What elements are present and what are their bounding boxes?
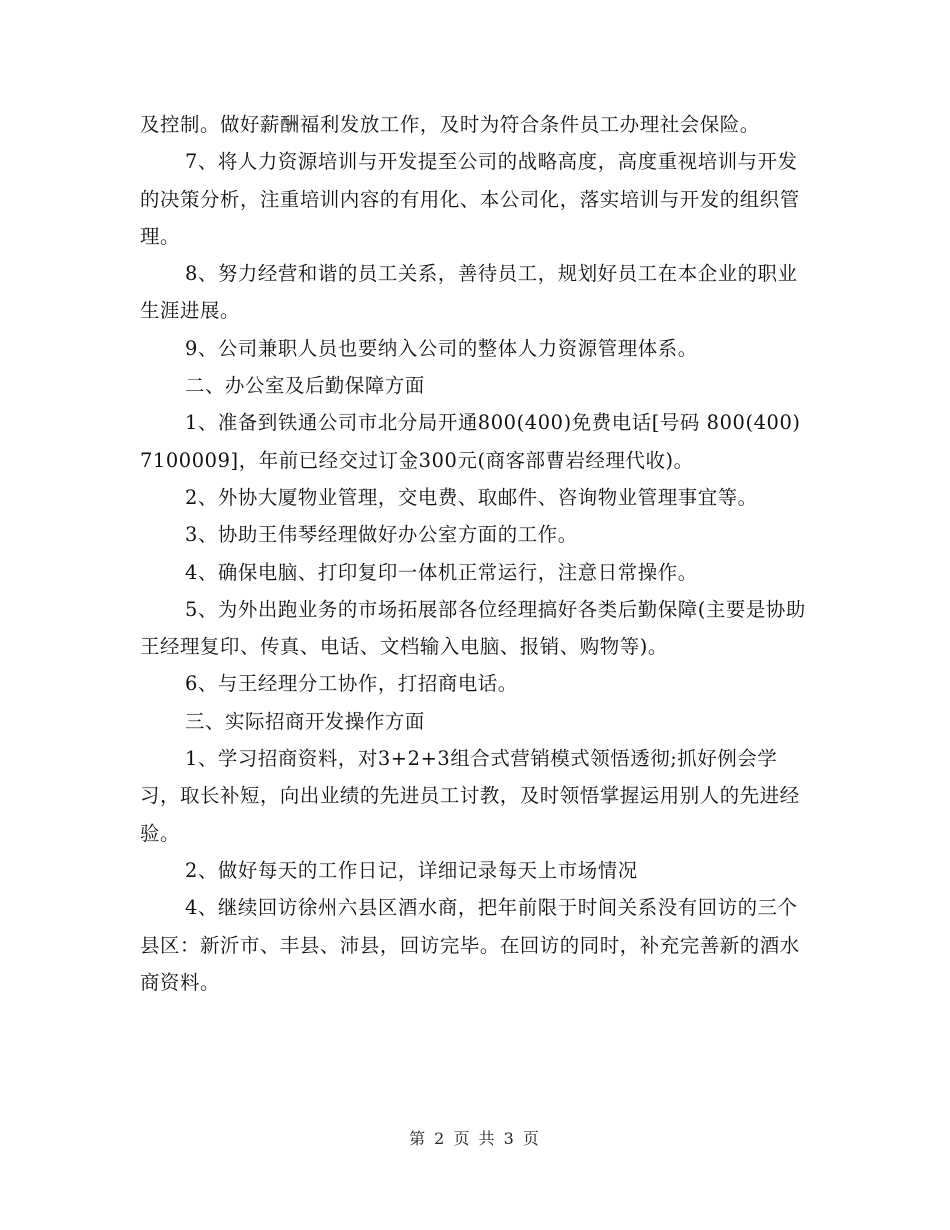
paragraph: 3、协助王伟琴经理做好办公室方面的工作。	[185, 523, 578, 547]
paragraph: 4、确保电脑、打印复印一体机正常运行，注意日常操作。	[185, 560, 698, 584]
paragraph: 9、公司兼职人员也要纳入公司的整体人力资源管理体系。	[185, 336, 698, 360]
paragraph: 2、做好每天的工作日记，详细记录每天上市场情况	[185, 858, 638, 882]
paragraph: 1、准备到铁通公司市北分局开通800(400)免费电话[号码 800(400)7100009]，年前已经交过订金300元(商客部曹岩经理代收)。	[140, 411, 801, 472]
paragraph: 8、努力经营和谐的员工关系，善待员工，规划好员工在本企业的职业生涯进展。	[140, 262, 798, 323]
paragraph: 及控制。做好薪酬福利发放工作，及时为符合条件员工办理社会保险。	[140, 113, 760, 136]
paragraph: 2、外协大厦物业管理，交电费、取邮件、咨询物业管理事宜等。	[185, 485, 758, 509]
paragraph: 4、继续回访徐州六县区酒水商，把年前限于时间关系没有回访的三个县区：新沂市、丰县、沛县，回访完毕。在回访的同时，补充完善新的酒水商资料。	[140, 896, 800, 994]
document-body	[140, 106, 810, 1001]
paragraph: 7、将人力资源培训与开发提至公司的战略高度，高度重视培训与开发的决策分析，注重培训内容的有用化、本公司化，落实培训与开发的组织管理。	[140, 150, 800, 248]
section-heading: 二、办公室及后勤保障方面	[185, 374, 425, 398]
page-footer	[0, 1126, 950, 1149]
section-heading: 三、实际招商开发操作方面	[185, 709, 425, 733]
page-number-label: 第 2 页 共 3 页	[409, 1129, 541, 1148]
paragraph: 1、学习招商资料，对3+2+3组合式营销模式领悟透彻;抓好例会学习，取长补短，向出业绩的先进员工讨教，及时领悟掌握运用别人的先进经验。	[140, 747, 800, 845]
paragraph: 6、与王经理分工协作，打招商电话。	[185, 672, 518, 696]
paragraph: 5、为外出跑业务的市场拓展部各位经理搞好各类后勤保障(主要是协助王经理复印、传真、电话、文档输入电脑、报销、购物等)。	[140, 597, 806, 659]
